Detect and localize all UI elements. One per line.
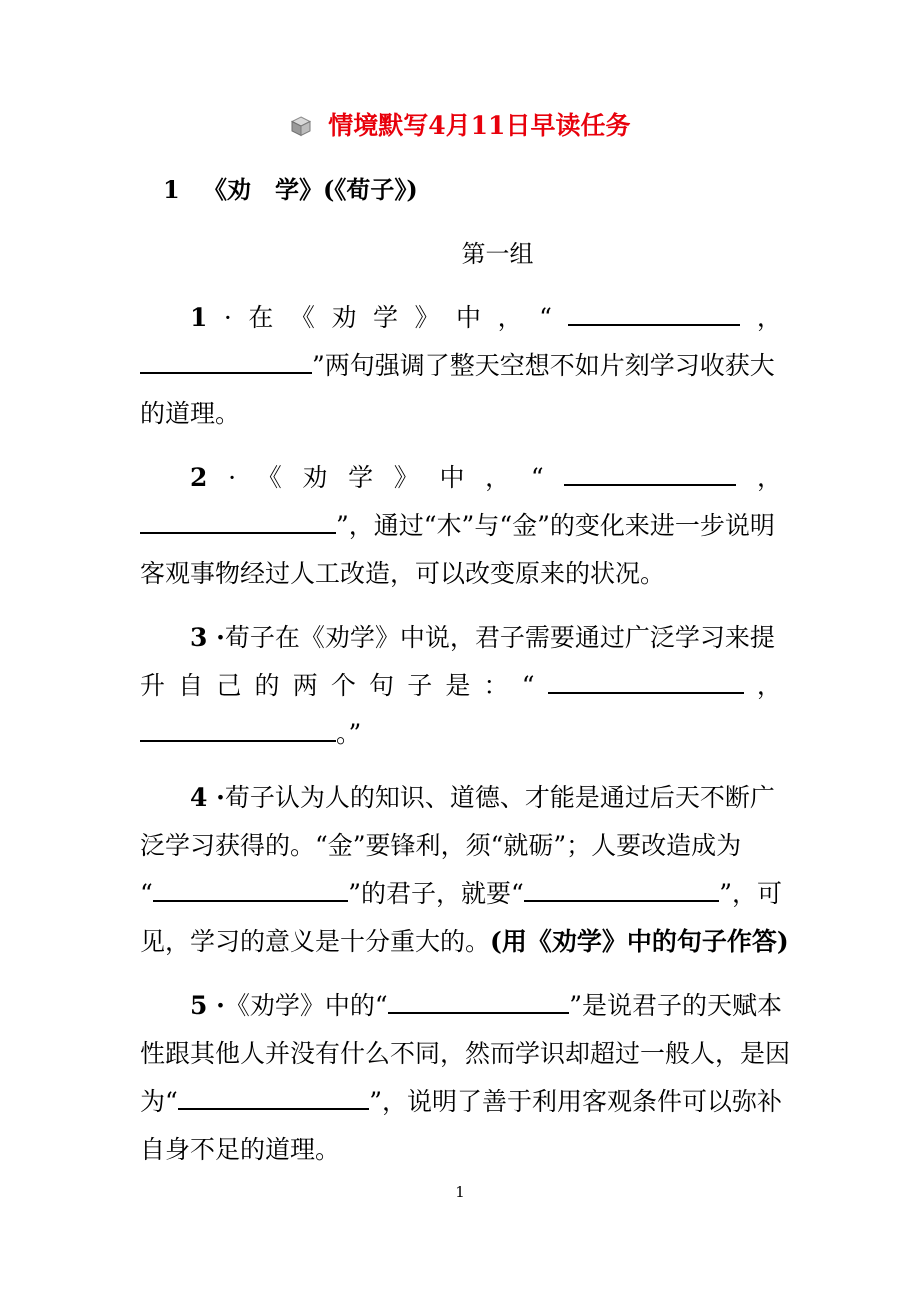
answer-blank[interactable] xyxy=(140,714,336,742)
question-line xyxy=(140,294,782,342)
question-text: ， xyxy=(485,463,511,492)
question-line xyxy=(140,342,782,390)
question-text: 学 xyxy=(372,303,398,332)
question-text: ， xyxy=(756,303,782,332)
question-text: 中 xyxy=(456,303,482,332)
section-heading xyxy=(163,172,418,208)
question-line xyxy=(140,870,782,918)
question-text: 荀子在《劝学》中说，君子需要通过广泛学习来提 xyxy=(224,623,775,652)
section-number: 1 xyxy=(163,175,180,204)
question-line xyxy=(140,390,782,438)
question-text: 学 xyxy=(348,463,374,492)
question-text: 客观事物经过人工改造，可以改变原来的状况。 xyxy=(140,559,666,588)
question-line xyxy=(140,1126,782,1174)
title-text: 情境默写4月11日早读任务 xyxy=(328,111,631,140)
question-text: 升 xyxy=(140,671,166,700)
question-line xyxy=(140,710,782,758)
question-line xyxy=(140,1030,791,1078)
question-text: 性跟其他人并没有什么不同，然而学识却超过一般人，是因 xyxy=(140,1039,791,1068)
question-text: · xyxy=(223,303,232,332)
answer-blank[interactable] xyxy=(564,458,736,486)
question-text: 个 xyxy=(330,671,356,700)
answer-blank[interactable] xyxy=(388,986,570,1014)
question-text: 劝 xyxy=(331,303,357,332)
question-line xyxy=(140,918,789,966)
question-text: “ xyxy=(530,463,544,492)
question-text: ， xyxy=(756,671,782,700)
question-text: 的道理。 xyxy=(140,399,241,428)
question-text: 荀子认为人的知识、道德、才能是通过后天不断广 xyxy=(224,783,775,812)
question-text: ”，通过“木”与“金”的变化来进一步说明 xyxy=(336,511,775,540)
question-text: 《劝学》中的“ xyxy=(224,991,388,1020)
answer-blank[interactable] xyxy=(548,666,744,694)
question-text: “ xyxy=(539,303,552,332)
answer-blank[interactable] xyxy=(568,298,740,326)
page-number: 1 xyxy=(455,1183,465,1201)
answer-blank[interactable] xyxy=(524,874,719,902)
question-text: 己 xyxy=(216,671,242,700)
question-1 xyxy=(140,294,782,438)
question-text: ： xyxy=(483,671,509,700)
question-text: ”，说明了善于利用客观条件可以弥补 xyxy=(369,1087,782,1116)
section-title: 《劝 学》(《荀子》) xyxy=(203,175,418,204)
question-line xyxy=(140,982,782,1030)
question-line xyxy=(140,822,782,870)
question-text: 是 xyxy=(445,671,471,700)
question-number: 2 xyxy=(190,463,208,492)
question-text: ， xyxy=(756,463,782,492)
answer-blank[interactable] xyxy=(178,1082,369,1110)
question-line xyxy=(140,502,782,550)
document-title xyxy=(0,108,920,144)
question-text: 子 xyxy=(407,671,433,700)
question-number: 1 xyxy=(190,303,208,332)
question-line xyxy=(140,1078,782,1126)
question-number: 5 · xyxy=(190,991,225,1020)
question-line xyxy=(140,614,782,662)
question-text: 。” xyxy=(336,719,362,748)
question-number: 4 · xyxy=(190,783,225,812)
question-text: 自身不足的道理。 xyxy=(140,1135,341,1164)
question-text: 》 xyxy=(393,463,419,492)
question-text: 《 xyxy=(256,463,282,492)
question-line xyxy=(140,774,782,822)
question-line xyxy=(140,550,782,598)
question-text: · xyxy=(228,463,237,492)
question-text: 中 xyxy=(439,463,465,492)
question-text: 劝 xyxy=(302,463,328,492)
question-text: 在 xyxy=(248,303,274,332)
question-text: 《 xyxy=(289,303,315,332)
question-line xyxy=(140,454,782,502)
question-text: 泛学习获得的。“金”要锋利，须“就砺”；人要改造成为 xyxy=(140,831,742,860)
answer-blank[interactable] xyxy=(153,874,348,902)
question-text: ， xyxy=(497,303,523,332)
question-line xyxy=(140,662,782,710)
question-text: 》 xyxy=(414,303,440,332)
question-text: ”，可 xyxy=(719,879,782,908)
question-3 xyxy=(140,614,782,758)
cube-icon xyxy=(290,111,312,133)
question-text: 为“ xyxy=(140,1087,178,1116)
question-text: “ xyxy=(521,671,535,700)
question-text: (用《劝学》中的句子作答) xyxy=(490,927,789,956)
question-2 xyxy=(140,454,782,598)
question-text: 见，学习的意义是十分重大的。 xyxy=(140,927,491,956)
answer-blank[interactable] xyxy=(140,346,312,374)
question-text: ”的君子，就要“ xyxy=(348,879,524,908)
question-5 xyxy=(140,982,791,1174)
question-text: 自 xyxy=(178,671,204,700)
group-heading: 第一组 xyxy=(461,240,534,268)
question-4 xyxy=(140,774,789,966)
question-text: “ xyxy=(140,879,153,908)
question-text: 句 xyxy=(369,671,395,700)
question-text: ”两句强调了整天空想不如片刻学习收获大 xyxy=(312,351,775,380)
question-text: 的 xyxy=(254,671,280,700)
question-text: ”是说君子的天赋本 xyxy=(569,991,782,1020)
answer-blank[interactable] xyxy=(140,506,336,534)
question-text: 两 xyxy=(292,671,318,700)
question-number: 3 · xyxy=(190,623,225,652)
